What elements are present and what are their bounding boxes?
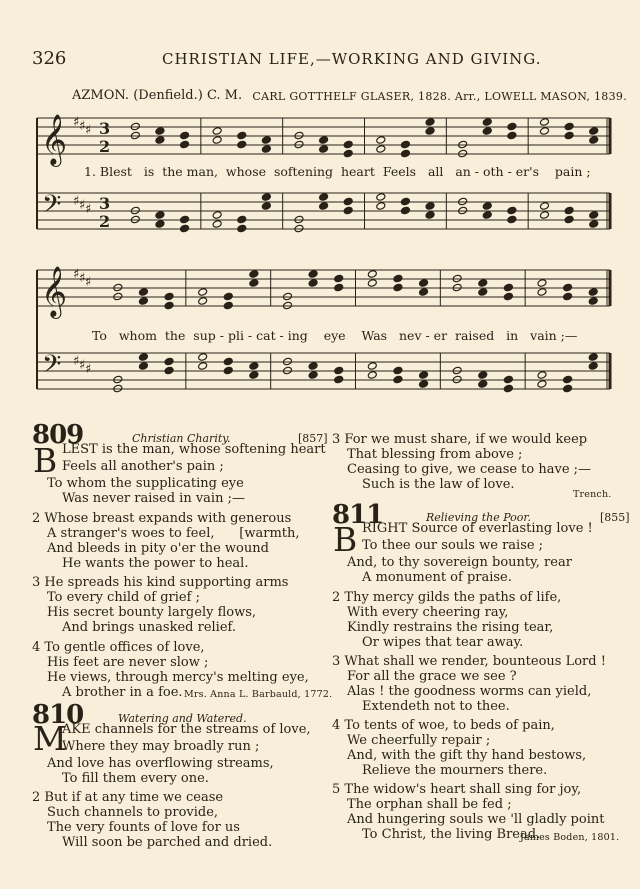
drop-cap: M — [33, 719, 67, 758]
hymn-number: 810 — [32, 700, 84, 730]
hymn-reference: [855] — [600, 511, 630, 524]
verse-line: Such channels to provide, — [47, 805, 219, 820]
verse-line: His secret bounty largely flows, — [47, 605, 257, 620]
verse-line: We cheerfully repair ; — [347, 733, 491, 748]
key-signature-sharp-icon: ♯ — [73, 194, 80, 209]
bass-clef-icon: 𝄢 — [42, 350, 62, 385]
verse-line: To every child of grief ; — [47, 590, 200, 605]
verse-line: 2 Whose breast expands with generous — [32, 511, 292, 526]
verse-line: 2 But if at any time we cease — [32, 790, 224, 805]
lyrics-line-2: To whom the sup - pli - cat - ing eye Was nev - er raised in vain ;— — [92, 328, 578, 343]
verse-line: RIGHT Source of everlasting love ! — [362, 521, 593, 536]
verse-line: And bleeds in pity o'er the wound — [47, 541, 269, 556]
page-number: 326 — [32, 48, 67, 69]
hymn-title: Relieving the Poor. — [426, 511, 531, 524]
verse-line: 4 To gentle offices of love, — [32, 640, 205, 655]
hymn-title: Christian Charity. — [132, 432, 231, 445]
time-signature: 3 — [99, 194, 111, 213]
hymn-author: Mrs. Anna L. Barbauld, 1772. — [184, 689, 333, 700]
verse-line: A monument of praise. — [362, 570, 512, 585]
key-signature-sharp-icon: ♯ — [73, 267, 80, 282]
verse-line: Extendeth not to thee. — [362, 699, 510, 714]
verse-line: The orphan shall be fed ; — [347, 797, 512, 812]
running-title: CHRISTIAN LIFE,—WORKING AND GIVING. — [162, 50, 542, 68]
verse-line: And, with the gift thy hand bestows, — [347, 748, 587, 763]
verse-line: And, to thy sovereign bounty, rear — [347, 555, 572, 570]
drop-cap: B — [33, 441, 58, 480]
hymn-number: 811 — [332, 500, 384, 530]
key-signature-sharp-icon: ♯ — [85, 202, 92, 217]
verse-line: Kindly restrains the rising tear, — [347, 620, 554, 635]
verse-line: Relieve the mourners there. — [362, 763, 548, 778]
verse-line: 3 What shall we render, bounteous Lord ! — [332, 654, 606, 669]
tune-name: AZMON. (Denfield.) C. M. — [72, 88, 243, 103]
key-signature-sharp-icon: ♯ — [85, 123, 92, 138]
key-signature-sharp-icon: ♯ — [85, 275, 92, 290]
verse-line: 5 The widow's heart shall sing for joy, — [332, 782, 582, 797]
verse-line: 4 To tents of woe, to beds of pain, — [332, 718, 555, 733]
verse-line: For all the grace we see ? — [347, 669, 517, 684]
hymn-title: Watering and Watered. — [118, 712, 247, 725]
verse-line: He wants the power to heal. — [62, 556, 249, 571]
verse-line: Alas ! the goodness worms can yield, — [347, 684, 592, 699]
verse-line: To fill them every one. — [62, 771, 209, 786]
verse-line: And brings unasked relief. — [62, 620, 236, 635]
hymn-author: Trench. — [573, 489, 612, 500]
verse-line: AKE channels for the streams of love, — [62, 722, 311, 737]
drop-cap: B — [333, 520, 358, 559]
bass-clef-icon: 𝄢 — [42, 190, 62, 225]
verse-line: LEST is the man, whose softening heart — [62, 442, 326, 457]
verse-line: 3 He spreads his kind supporting arms — [32, 575, 289, 590]
verse-line: Feels all another's pain ; — [62, 459, 224, 474]
key-signature-sharp-icon: ♯ — [79, 358, 86, 373]
key-signature-sharp-icon: ♯ — [79, 198, 86, 213]
treble-clef-icon: 𝄞 — [41, 114, 68, 165]
key-signature-sharp-icon: ♯ — [79, 119, 86, 134]
verse-line: His feet are never slow ; — [47, 655, 209, 670]
verse-line: 3 For we must share, if we would keep — [332, 432, 588, 447]
verse-line: To thee our souls we raise ; — [362, 538, 544, 553]
verse-line: 2 Thy mercy gilds the paths of life, — [332, 590, 562, 605]
treble-clef-icon: 𝄞 — [41, 266, 68, 317]
hymn-author: James Boden, 1801. — [520, 832, 620, 843]
time-signature: 2 — [99, 212, 111, 231]
verse-line: That blessing from above ; — [347, 447, 523, 462]
key-signature-sharp-icon: ♯ — [85, 362, 92, 377]
verse-line: Or wipes that tear away. — [362, 635, 524, 650]
verse-line: And hungering souls we 'll gladly point — [347, 812, 605, 827]
hymn-reference: [857] — [298, 432, 328, 445]
verse-line: With every cheering ray, — [347, 605, 509, 620]
time-signature: 3 — [99, 119, 111, 138]
verse-line: And love has overflowing streams, — [47, 756, 274, 771]
verse-line: He views, through mercy's melting eye, — [47, 670, 309, 685]
key-signature-sharp-icon: ♯ — [79, 271, 86, 286]
verse-line: To whom the supplicating eye — [47, 476, 244, 491]
lyrics-line-1: 1. Blest is the man, whose softening heart Feels all an - oth - er's pain ; — [84, 164, 591, 179]
verse-line: A stranger's woes to feel, [warmth, — [47, 526, 300, 541]
verse-line: A brother in a foe. — [62, 685, 183, 700]
verse-line: Was never raised in vain ;— — [62, 491, 245, 506]
verse-line: Ceasing to give, we cease to have ;— — [347, 462, 592, 477]
key-signature-sharp-icon: ♯ — [73, 115, 80, 130]
verse-line: Where they may broadly run ; — [62, 739, 260, 754]
tune-composer: CARL GOTTHELF GLASER, 1828. Arr., LOWELL MASON, 1839. — [252, 90, 627, 103]
verse-line: The very founts of love for us — [47, 820, 240, 835]
verse-line: To Christ, the living Bread. — [362, 827, 541, 842]
verse-line: Will soon be parched and dried. — [62, 835, 273, 850]
key-signature-sharp-icon: ♯ — [73, 354, 80, 369]
verse-line: Such is the law of love. — [362, 477, 515, 492]
hymn-number: 809 — [32, 420, 84, 450]
time-signature: 2 — [99, 137, 111, 156]
